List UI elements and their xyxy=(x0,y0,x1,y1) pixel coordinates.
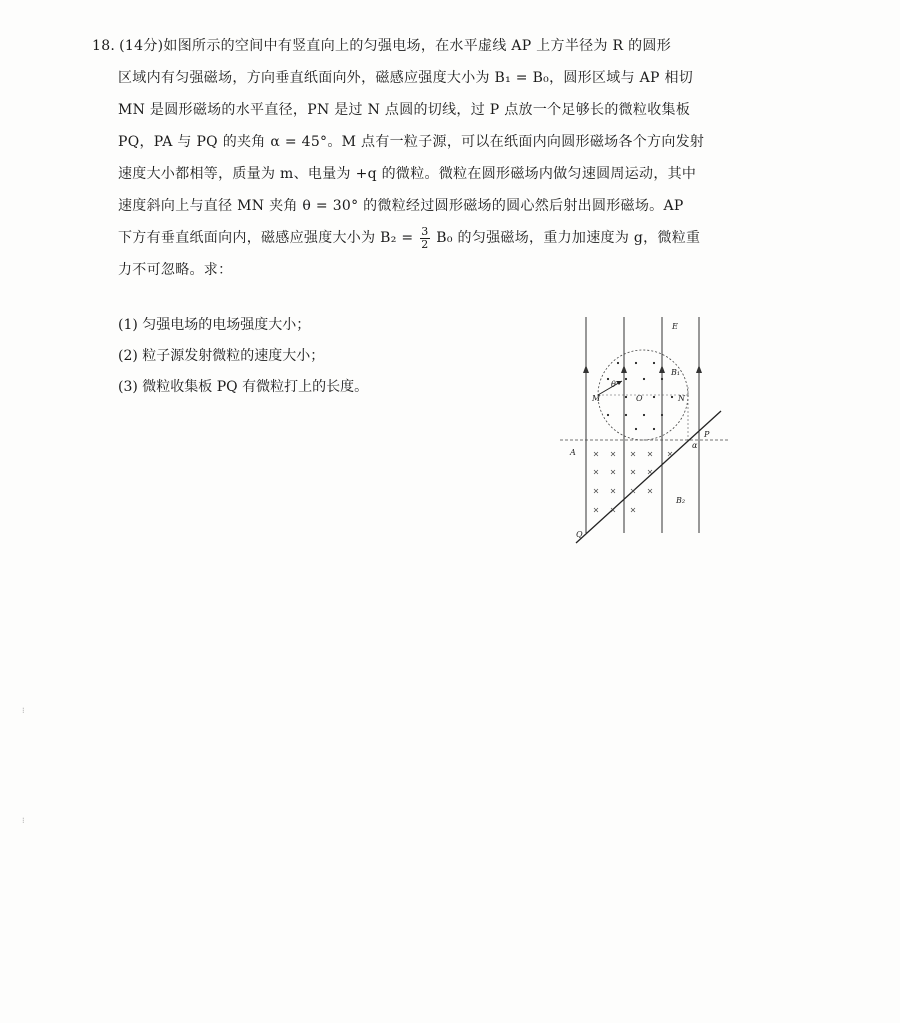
problem-text-1: 如图所示的空间中有竖直向上的匀强电场，在水平虚线 AP 上方半径为 R 的圆形 xyxy=(163,38,671,54)
problem-18 xyxy=(92,30,742,286)
problem-line-4: PQ，PA 与 PQ 的夹角 α = 45°。M 点有一粒子源，可以在纸面内向圆形磁场各个方向发射 xyxy=(118,134,705,150)
question-1: (1) 匀强电场的电场强度大小； xyxy=(118,317,311,333)
problem-text-7a: 下方有垂直纸面向内，磁感应强度大小为 B₂ = xyxy=(118,230,414,246)
label-E: E xyxy=(672,322,678,331)
label-B2: B₂ xyxy=(676,496,686,505)
problem-points: (14分) xyxy=(119,38,164,54)
label-P: P xyxy=(704,430,710,439)
fraction-3-2 xyxy=(420,226,429,251)
problem-line-8: 力不可忽略。求： xyxy=(118,262,233,278)
problem-number: 18. xyxy=(92,38,116,54)
label-B1: B₁ xyxy=(671,368,681,377)
physics-diagram xyxy=(556,315,731,545)
arrow-up-2 xyxy=(621,365,627,373)
problem-line-5: 速度大小都相等，质量为 m、电量为 +q 的微粒。微粒在圆形磁场内做匀速圆周运动，其中 xyxy=(118,166,697,182)
diagram-svg xyxy=(556,315,731,545)
arrow-up-4 xyxy=(696,365,702,373)
label-N: N xyxy=(678,394,685,403)
question-3: (3) 微粒收集板 PQ 有微粒打上的长度。 xyxy=(118,379,369,395)
fraction-denominator: 2 xyxy=(421,237,429,251)
label-M: M xyxy=(592,394,601,403)
label-theta: θ xyxy=(611,380,616,389)
label-Q: Q xyxy=(576,530,583,539)
problem-line-6: 速度斜向上与直径 MN 夹角 θ = 30° 的微粒经过圆形磁场的圆心然后射出圆形磁场。AP xyxy=(118,198,684,214)
problem-line-2: 区域内有匀强磁场，方向垂直纸面向外，磁感应强度大小为 B₁ = B₀，圆形区域与 AP 相切 xyxy=(118,70,694,86)
problem-line-3: MN 是圆形磁场的水平直径，PN 是过 N 点圆的切线，过 P 点放一个足够长的微粒收集板 xyxy=(118,102,691,118)
crosses-into-page xyxy=(594,452,672,512)
label-A: A xyxy=(570,448,576,457)
sub-questions xyxy=(118,310,368,403)
problem-text-7b: B₀ 的匀强磁场，重力加速度为 g，微粒重 xyxy=(436,230,701,246)
label-O: O xyxy=(636,394,643,403)
problem-line-1 xyxy=(92,30,742,62)
fraction-numerator: 3 xyxy=(421,224,429,238)
arrow-up-1 xyxy=(583,365,589,373)
label-alpha: α xyxy=(692,441,698,450)
arrow-up-3 xyxy=(659,365,665,373)
question-2: (2) 粒子源发射微粒的速度大小； xyxy=(118,348,325,364)
margin-mark-2: ⁝ xyxy=(22,816,25,825)
margin-mark-1: ⁝ xyxy=(22,706,25,715)
field-arrows xyxy=(583,365,702,373)
problem-line-7 xyxy=(92,222,742,254)
